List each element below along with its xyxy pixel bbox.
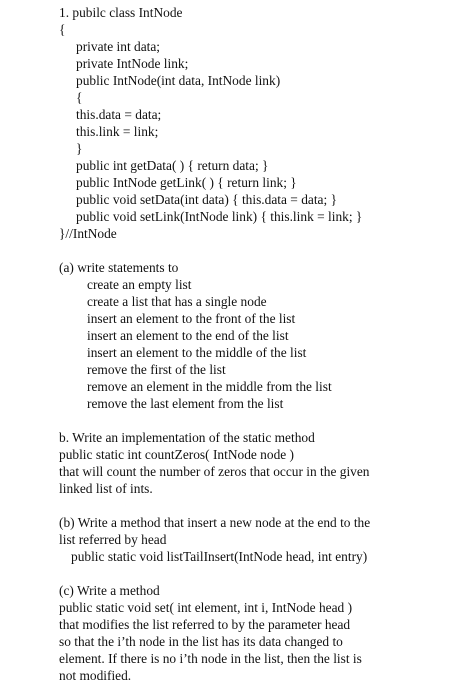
- field-data: private int data;: [76, 39, 161, 54]
- part-a-item: insert an element to the end of the list: [87, 328, 289, 343]
- part-a-heading: (a) write statements to: [59, 260, 179, 275]
- part-c-line: public static void set( int element, int i, IntNode head ): [59, 600, 353, 615]
- part-a-item: insert an element to the middle of the list: [87, 345, 307, 360]
- part-b-line: that will count the number of zeros that occur in the given: [59, 464, 370, 479]
- class-close: }//IntNode: [59, 226, 117, 241]
- part-b-line: b. Write an implementation of the static method: [59, 430, 315, 445]
- part-a: [0, 259, 475, 412]
- constructor-assign-link: this.link = link;: [76, 124, 159, 139]
- part-c-line: (c) Write a method: [59, 583, 160, 598]
- constructor-open-brace: {: [76, 90, 83, 105]
- constructor-assign-data: this.data = data;: [76, 107, 162, 122]
- part-c-line: element. If there is no i’th node in the list, then the list is: [59, 651, 362, 666]
- field-link: private IntNode link;: [76, 56, 189, 71]
- part-b2-line: (b) Write a method that insert a new node at the end to the: [59, 515, 371, 530]
- class-open-brace: {: [59, 22, 66, 37]
- part-a-item: remove the last element from the list: [87, 396, 284, 411]
- part-b2-signature: public static void listTailInsert(IntNode head, int entry): [71, 549, 368, 564]
- method-setdata: public void setData(int data) { this.data = data; }: [76, 192, 337, 207]
- part-c: [0, 582, 475, 684]
- part-b-countzeros: [0, 429, 475, 497]
- part-c-line: that modifies the list referred to by the parameter head: [59, 617, 351, 632]
- part-a-item: create a list that has a single node: [87, 294, 267, 309]
- part-b-tail-insert: [0, 514, 475, 565]
- method-getdata: public int getData( ) { return data; }: [76, 158, 269, 173]
- code-block: [0, 4, 475, 242]
- part-a-item: remove an element in the middle from the list: [87, 379, 332, 394]
- part-c-line: not modified.: [59, 668, 132, 683]
- part-b-line: public static int countZeros( IntNode node ): [59, 447, 295, 462]
- part-b2-line: list referred by head: [59, 532, 167, 547]
- constructor-close-brace: }: [76, 141, 83, 156]
- method-getlink: public IntNode getLink( ) { return link; }: [76, 175, 297, 190]
- part-c-line: so that the i’th node in the list has its data changed to: [59, 634, 343, 649]
- part-a-item: remove the first of the list: [87, 362, 226, 377]
- class-declaration: 1. pubilc class IntNode: [59, 5, 183, 20]
- method-setlink: public void setLink(IntNode link) { this.link = link; }: [76, 209, 363, 224]
- part-a-item: create an empty list: [87, 277, 192, 292]
- constructor-signature: public IntNode(int data, IntNode link): [76, 73, 281, 88]
- part-b-line: linked list of ints.: [59, 481, 153, 496]
- part-a-item: insert an element to the front of the list: [87, 311, 296, 326]
